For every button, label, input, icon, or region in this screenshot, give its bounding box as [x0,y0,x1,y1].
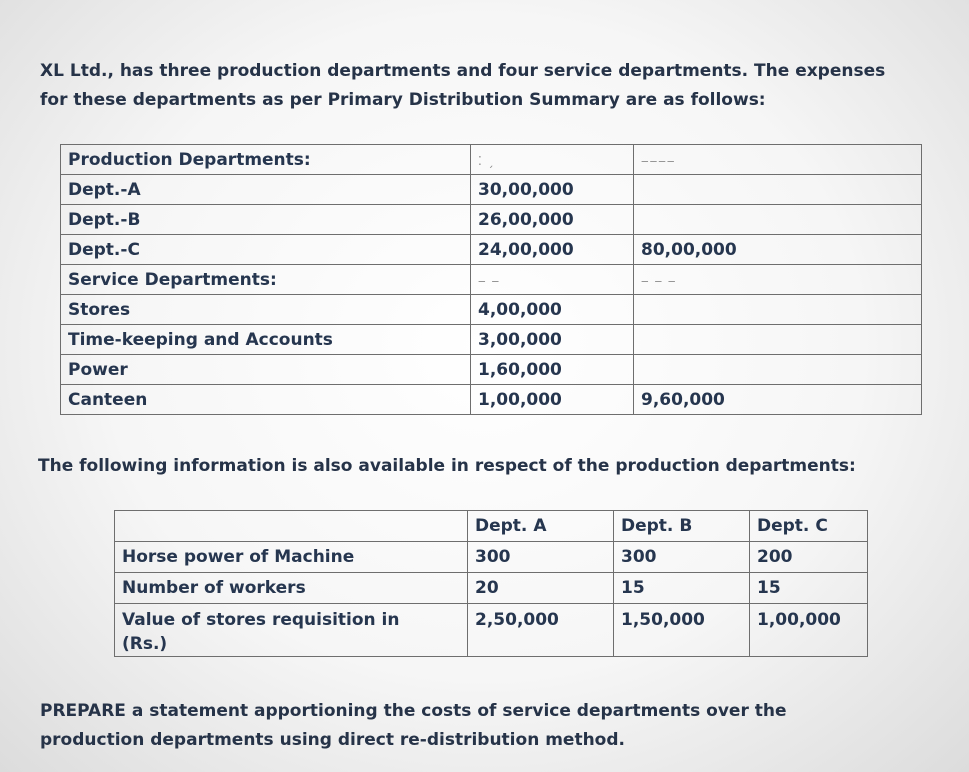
table-row [61,265,922,295]
department-info-table [114,510,868,657]
header-dept-c: Dept. C [750,511,868,542]
table-header-row [115,511,868,542]
expense-label: Dept.-A [61,175,471,205]
info-label [115,604,468,657]
table-row [61,205,922,235]
expense-label: Canteen [61,385,471,415]
info-dept-b: 1,50,000 [614,604,750,657]
expense-total: 9,60,000 [634,385,922,415]
expense-amount [471,265,634,295]
intro-paragraph [40,57,940,115]
table-row [61,385,922,415]
expense-label: Dept.-C [61,235,471,265]
info-label-line-1: Value of stores requisition in [122,610,400,630]
expense-amount [471,145,634,175]
scan-mark: ⁚ ˏ [478,153,495,168]
info-heading: The following information is also available in respect of the production departments: [38,456,856,476]
expense-label: Production Departments: [61,145,471,175]
table-row [61,235,922,265]
table-row [61,325,922,355]
info-dept-c: 15 [750,573,868,604]
expense-total [634,145,922,175]
expense-amount: 24,00,000 [471,235,634,265]
header-dept-a: Dept. A [468,511,614,542]
expense-total [634,325,922,355]
table-row [61,355,922,385]
table-row [115,604,868,657]
scan-mark: ‒‒‒‒ [641,153,676,168]
expense-label: Service Departments: [61,265,471,295]
expense-label: Time-keeping and Accounts [61,325,471,355]
task-line-1: PREPARE a statement apportioning the costs of service departments over the [40,701,787,721]
intro-line-2: for these departments as per Primary Distribution Summary are as follows: [40,90,766,110]
expense-total [634,295,922,325]
info-dept-c: 200 [750,542,868,573]
scan-mark: ‒ ‒ [478,273,501,288]
table-row [61,175,922,205]
expense-amount: 26,00,000 [471,205,634,235]
expense-total [634,355,922,385]
expense-amount: 4,00,000 [471,295,634,325]
info-dept-a: 2,50,000 [468,604,614,657]
expense-total: 80,00,000 [634,235,922,265]
info-dept-a: 300 [468,542,614,573]
info-dept-c: 1,00,000 [750,604,868,657]
expense-label: Power [61,355,471,385]
task-line-2: production departments using direct re-distribution method. [40,730,625,750]
intro-line-1: XL Ltd., has three production departments and four service departments. The expenses [40,61,886,81]
info-label: Horse power of Machine [115,542,468,573]
table-row [61,295,922,325]
task-paragraph [40,697,940,755]
info-label-line-2: (Rs.) [122,634,168,654]
expense-label: Stores [61,295,471,325]
expense-total [634,205,922,235]
expense-table [60,144,922,415]
expense-label: Dept.-B [61,205,471,235]
table-row [61,145,922,175]
table-row [115,573,868,604]
expense-amount: 1,60,000 [471,355,634,385]
header-blank [115,511,468,542]
expense-amount: 3,00,000 [471,325,634,355]
info-label: Number of workers [115,573,468,604]
expense-total [634,265,922,295]
scan-mark: ‒ ‒ ‒ [641,273,677,288]
expense-amount: 1,00,000 [471,385,634,415]
info-dept-b: 300 [614,542,750,573]
expense-total [634,175,922,205]
table-row [115,542,868,573]
info-dept-a: 20 [468,573,614,604]
header-dept-b: Dept. B [614,511,750,542]
expense-amount: 30,00,000 [471,175,634,205]
info-dept-b: 15 [614,573,750,604]
